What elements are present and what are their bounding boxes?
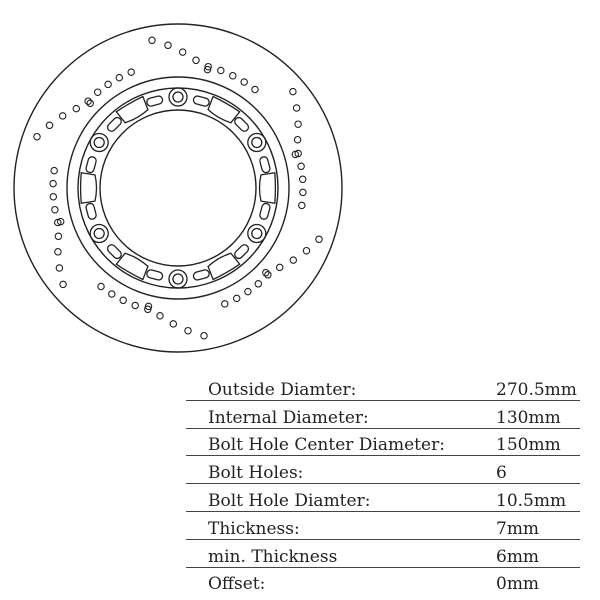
drill-hole [34,134,40,140]
bolt-hole [252,138,262,148]
spec-value: 6 [496,463,507,484]
drill-hole [255,281,261,287]
drill-hole [46,122,52,128]
drill-hole [316,236,322,242]
spec-value: 0mm [496,574,540,595]
spec-label: Internal Diameter: [208,407,369,428]
center-bore [100,110,256,266]
spec-row-thickness [186,511,580,539]
bolt-hole-boss [169,88,187,106]
drill-hole [55,233,61,239]
drill-hole [132,302,138,308]
drill-hole [52,207,58,213]
drill-hole [230,73,236,79]
brake-disc-drawing [0,0,360,360]
carrier-slot [193,269,211,281]
drill-hole [180,49,186,55]
spec-row-bolt-hole-center-diameter [186,428,580,456]
drill-hole [290,257,296,263]
drill-hole [157,313,163,319]
drill-hole [149,37,155,43]
spec-table [186,373,580,594]
drill-hole [95,89,101,95]
spec-label: Bolt Hole Diamter: [208,490,371,511]
spec-value: 270.5mm [496,379,577,400]
spec-row-min-thickness [186,539,580,567]
bolt-hole-boss [90,225,108,243]
drill-hole [51,167,57,173]
drill-hole [298,163,304,169]
carrier-slot [233,243,250,260]
bolt-hole [173,92,183,102]
outer-rim [14,24,342,352]
drill-hole [201,333,207,339]
drill-hole [170,321,176,327]
drill-hole [222,301,228,307]
carrier-slot [259,156,271,174]
drill-hole [245,288,251,294]
drill-hole [234,295,240,301]
spec-value: 130mm [496,407,561,428]
carrier-slot [193,95,211,107]
spec-label: Offset: [208,574,266,595]
carrier-slot [85,156,97,174]
bolt-hole-boss [248,225,266,243]
bolt-hole-boss [169,270,187,288]
carrier-cutouts [81,95,276,281]
drill-hole [165,42,171,48]
drill-hole [116,74,122,80]
carrier-slot [85,203,97,221]
spec-label: Outside Diamter: [208,379,357,400]
spec-label: min. Thickness [208,546,338,567]
drill-hole [60,113,66,119]
spec-label: Bolt Holes: [208,463,304,484]
bolt-hole-boss [90,134,108,152]
drill-hole [299,202,305,208]
spec-row-outside-diameter [186,373,580,400]
drill-hole [290,88,296,94]
spec-row-bolt-holes [186,456,580,484]
bolt-hole [252,229,262,239]
drill-hole [252,86,258,92]
drill-hole [105,81,111,87]
drill-hole [109,291,115,297]
drill-hole-pattern [34,37,322,339]
drill-hole [193,57,199,63]
spec-value: 7mm [496,518,540,539]
drill-hole [293,105,299,111]
carrier-slot [233,116,250,133]
carrier-slot [259,203,271,221]
carrier-outer-edge [78,88,278,288]
spec-value: 10.5mm [496,490,567,511]
drill-hole [120,297,126,303]
drill-hole [128,69,134,75]
carrier-slot [106,243,123,260]
drill-hole [241,79,247,85]
drill-hole [218,67,224,73]
carrier-window [81,173,97,204]
carrier-slot [146,269,164,281]
bolt-hole-boss [248,134,266,152]
drill-hole [55,249,61,255]
drill-hole [73,105,79,111]
drill-hole [300,189,306,195]
drill-hole [56,265,62,271]
spec-value: 6mm [496,546,540,567]
drill-hole [277,264,283,270]
drill-hole [295,121,301,127]
drill-hole [185,328,191,334]
spec-row-internal-diameter [186,400,580,428]
bolt-hole [94,138,104,148]
carrier-slot [146,95,164,107]
drill-hole [60,281,66,287]
drill-hole [303,248,309,254]
drill-hole [50,194,56,200]
drill-hole [300,176,306,182]
drill-hole [294,137,300,143]
spec-label: Thickness: [208,518,300,539]
drill-hole [98,283,104,289]
spec-row-bolt-hole-diameter [186,484,580,512]
spec-label: Bolt Hole Center Diameter: [208,435,445,456]
bolt-hole [173,274,183,284]
drill-hole [50,180,56,186]
bolt-hole [94,229,104,239]
carrier-window [260,173,276,204]
carrier-slot [106,116,123,133]
spec-row-offset [186,567,580,594]
spec-value: 150mm [496,435,561,456]
